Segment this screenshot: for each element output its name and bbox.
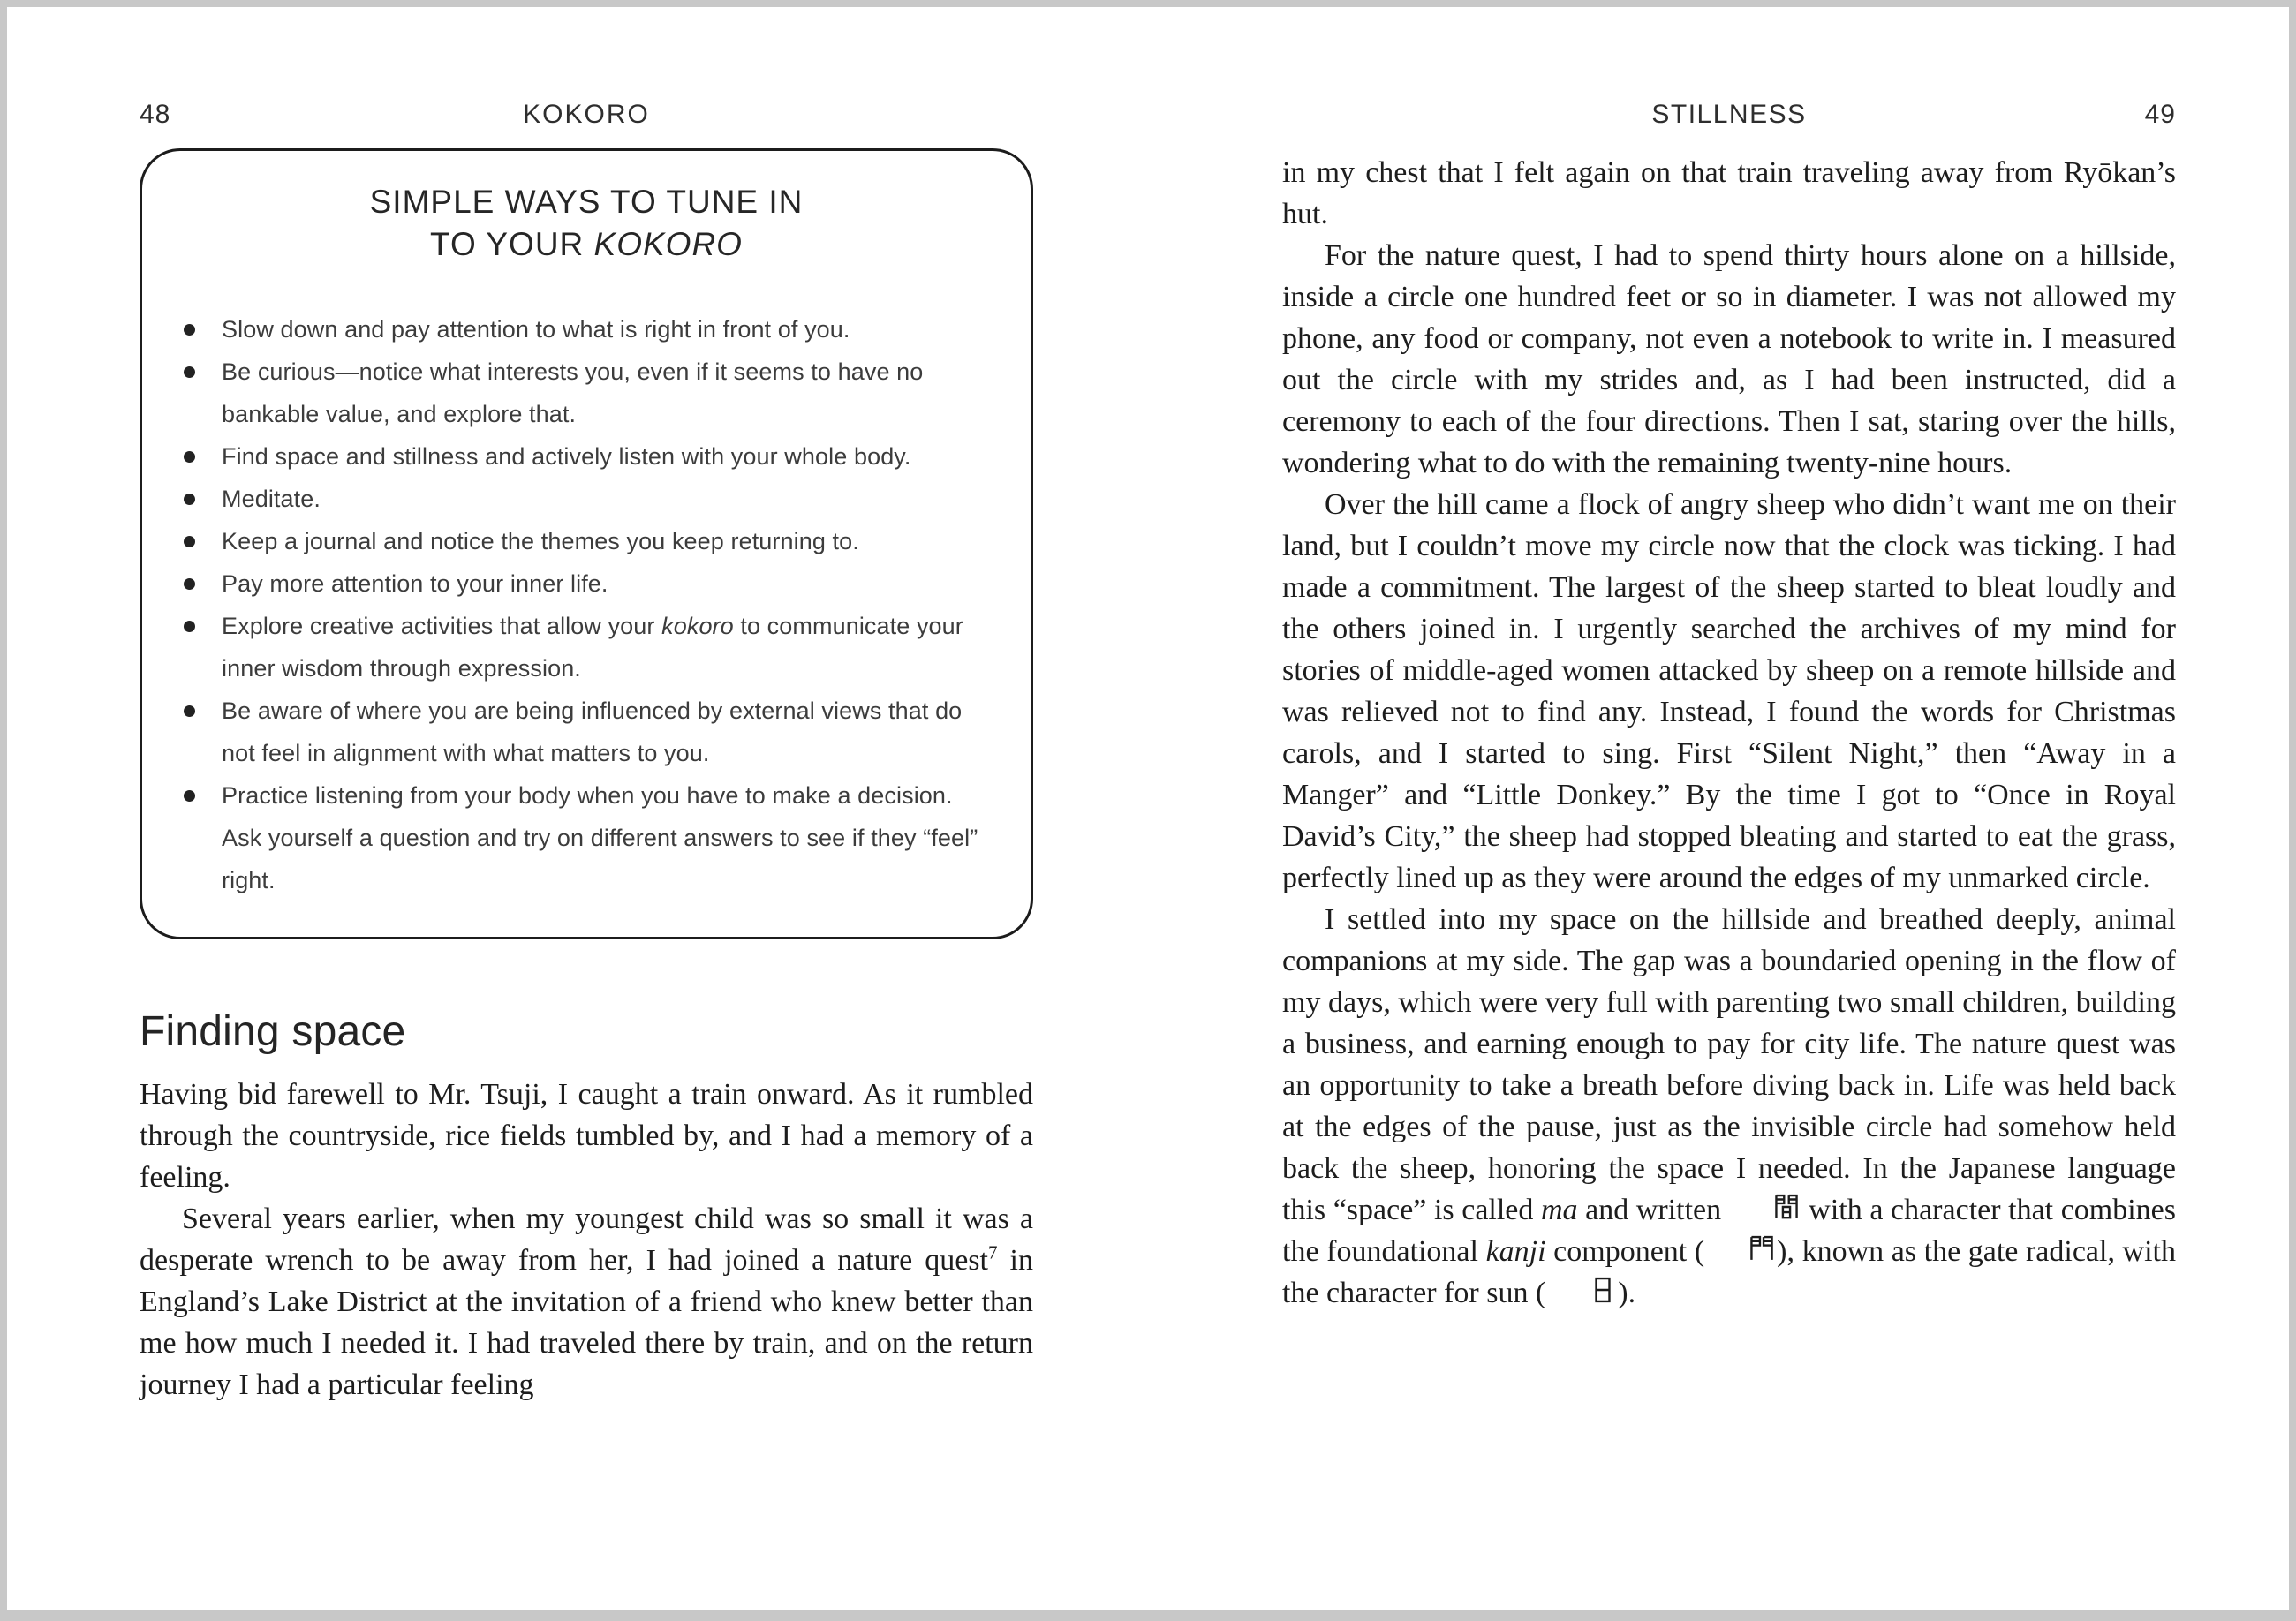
italic-text: kokoro: [661, 613, 734, 639]
tune-in-item: [182, 562, 991, 605]
text-run: Be curious—notice what interests you, even if it seems to have no bankable value, and explore that.: [222, 358, 924, 427]
text-run: Slow down and pay attention to what is right in front of you.: [222, 316, 850, 343]
text-run: Practice listening from your body when you have to make a decision. Ask yourself a question and try on different answers to see if they “feel” right.: [222, 782, 978, 893]
text-run: I settled into my space on the hillside and breathed deeply, animal companions at my side. The gap was a boundaried opening in the flow of my days, which were very full with parenting two small children, building a business, and earning enough to pay for city life. The nature quest was an opportunity to take a breath before diving back in. Life was held back at the edges of the pause, just as the invisible circle had somehow held back the sheep, honoring the space I needed. In the Japanese language this “space” is called: [1282, 903, 2176, 1226]
text-run: Meditate.: [222, 486, 321, 512]
footnote-marker: 7: [987, 1241, 998, 1263]
italic-text: KOKORO: [593, 226, 743, 262]
tune-in-box: [140, 148, 1033, 939]
body-paragraph: [1282, 899, 2176, 1314]
body-paragraph: [140, 1074, 1033, 1198]
running-head-right: STILLNESS: [1651, 100, 1807, 129]
text-run: with a character that combines the foundational: [1282, 1194, 2177, 1268]
tune-in-item: [182, 774, 991, 901]
body-paragraph: [1282, 235, 2176, 484]
tune-in-item: [182, 478, 991, 520]
left-page: [140, 148, 1033, 1406]
tune-in-item: [182, 520, 991, 562]
text-run: Several years earlier, when my youngest child was so small it was a desperate wrench to be away from her, I had joined a nature quest: [140, 1203, 1033, 1277]
tune-in-list: [182, 308, 991, 901]
body-paragraph: [140, 1198, 1033, 1406]
text-run: and written: [1577, 1194, 1729, 1226]
body-paragraph: [1282, 152, 2176, 235]
text-run: TO YOUR: [430, 226, 594, 262]
text-run: Find space and stillness and actively listen with your whole body.: [222, 443, 911, 470]
left-page-body: [140, 1074, 1033, 1406]
kanji-glyph: [1545, 1272, 1618, 1314]
tune-in-item: [182, 308, 991, 351]
text-run: in my chest that I felt again on that train traveling away from Ryōkan’s hut.: [1282, 156, 2176, 230]
box-title-line1: SIMPLE WAYS TO TUNE IN: [369, 184, 804, 220]
text-run: Pay more attention to your inner life.: [222, 570, 608, 597]
body-paragraph: [1282, 484, 2176, 899]
kanji-glyph: [1729, 1189, 1801, 1231]
book-spread: [7, 7, 2289, 1610]
text-run: to communicate your inner wisdom through expression.: [222, 613, 963, 682]
box-title-line2: [182, 223, 991, 266]
kanji-glyph: [1704, 1231, 1777, 1272]
page-number-right: 49: [2144, 100, 2176, 129]
section-heading: Finding space: [140, 1008, 406, 1055]
tune-in-item: [182, 351, 991, 435]
text-run: For the nature quest, I had to spend thirty hours alone on a hillside, inside a circle one hundred feet or so in diameter. I was not allowed my phone, any food or company, not even a notebook to write in. I measured out the circle with my strides and, as I had been instructed, did a ceremony to each of the four directions. Then I sat, staring over the hills, wondering what to do with the remaining twenty-nine hours.: [1282, 239, 2176, 479]
text-run: in England’s Lake District at the invitation of a friend who knew better than me how much I needed it. I had traveled there by train, and on the return journey I had a particular feeling: [140, 1244, 1033, 1401]
text-run: ), known as the gate radical, with the character for sun (: [1282, 1235, 2177, 1309]
right-page-body: [1282, 152, 2176, 1314]
box-title: [182, 181, 991, 266]
italic-text: kanji: [1485, 1235, 1546, 1268]
tune-in-item: [182, 690, 991, 774]
tune-in-item: [182, 605, 991, 690]
tune-in-item: [182, 435, 991, 478]
text-run: component (: [1545, 1235, 1705, 1268]
running-head-left: KOKORO: [523, 100, 650, 129]
text-run: Be aware of where you are being influenced by external views that do not feel in alignment with what matters to you.: [222, 697, 963, 766]
text-run: Explore creative activities that allow your: [222, 613, 662, 639]
italic-text: ma: [1541, 1194, 1578, 1226]
text-run: Over the hill came a flock of angry sheep who didn’t want me on their land, but I couldn’t move my circle now that the clock was ticking. I had made a commitment. The largest of the sheep started to bleat loudly and the others joined in. I urgently searched the archives of my mind for stories of middle-aged women attacked by sheep on a remote hillside and was relieved not to find any. Instead, I found the words for Christmas carols, and I started to sing. First “Silent Night,” then “Away in a Manger” and “Little Donkey.” By the time I got to “Once in Royal David’s City,” the sheep had stopped bleating and started to eat the grass, perfectly lined up as they were around the edges of my unmarked circle.: [1282, 488, 2176, 894]
page-number-left: 48: [140, 100, 171, 129]
text-run: Keep a journal and notice the themes you keep returning to.: [222, 528, 859, 554]
text-run: Having bid farewell to Mr. Tsuji, I caught a train onward. As it rumbled through the countryside, rice fields tumbled by, and I had a memory of a feeling.: [140, 1078, 1033, 1194]
right-page: [1282, 152, 2176, 1314]
text-run: ).: [1618, 1277, 1636, 1309]
